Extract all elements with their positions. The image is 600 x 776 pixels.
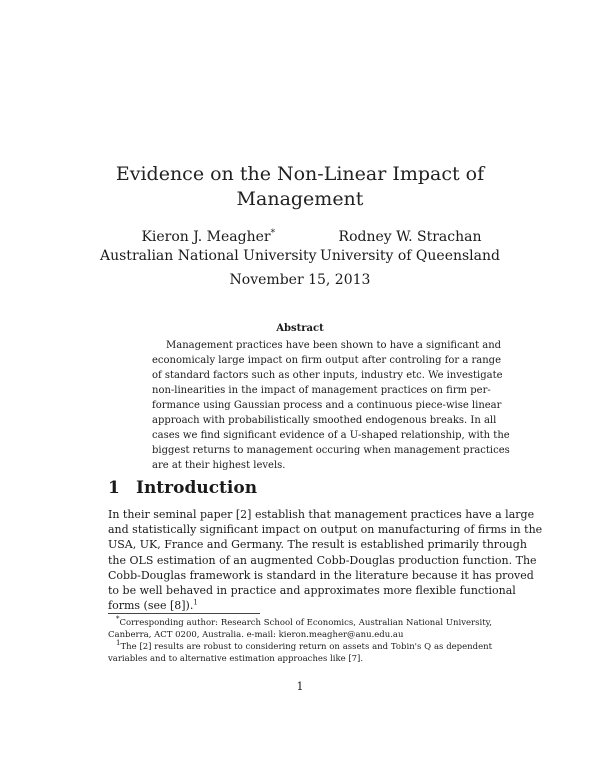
footnote-line: variables and to alternative estimation approaches like [7].: [108, 654, 364, 664]
body-line: In their seminal paper [2] establish that management practices have a large: [108, 508, 535, 521]
page-number: 1: [296, 680, 304, 693]
footnote-mark: *: [116, 615, 120, 624]
section-title: Introduction: [136, 478, 258, 498]
abstract-line: are at their highest levels.: [152, 460, 286, 471]
paper-date: November 15, 2013: [229, 272, 371, 288]
title-line: Evidence on the Non-Linear Impact of: [115, 163, 485, 185]
author: [320, 228, 500, 266]
body-line: and statistically significant impact on output on manufacturing of firms in the: [108, 523, 543, 537]
paper-title: [110, 162, 490, 212]
section-heading: [108, 478, 257, 498]
body-line: USA, UK, France and Germany. The result is established primarily through: [108, 538, 527, 552]
author-name: Rodney W. Strachan: [338, 229, 482, 245]
abstract-line: economicaly large impact on firm output after controling for a range: [152, 355, 501, 366]
body-paragraph: [108, 507, 543, 613]
abstract-heading: Abstract: [276, 323, 324, 334]
author-name: Kieron J. Meagher: [141, 229, 271, 245]
abstract-line: Management practices have been shown to have a significant and: [166, 340, 502, 351]
footnote-2: [108, 641, 492, 665]
body-line: Cobb-Douglas framework is standard in the literature because it has proved: [108, 568, 534, 582]
abstract-line: biggest returns to management occuring when management practices: [152, 445, 510, 456]
author-affiliation: Australian National University: [100, 248, 317, 264]
section-number: 1: [108, 478, 120, 498]
footnote-line: $^1$The [2] results are robust to considering return on assets and Tobin's Q as dependent: [116, 639, 492, 652]
footnote-ref: 1: [193, 598, 198, 607]
title-line: Management: [236, 188, 364, 210]
abstract-line: non-linearities in the impact of management practices on firm per-: [152, 385, 491, 396]
abstract-line: approach with probabilistically smoothed endogenous breaks. In all: [152, 415, 497, 426]
footnote-mark: 1: [116, 639, 121, 648]
footnote-rule: [108, 613, 260, 614]
footnote-1: [108, 617, 492, 641]
abstract-line: cases we find significant evidence of a U-shaped relationship, with the: [152, 430, 510, 441]
body-line-last: forms (see [8]).$^1$: [108, 598, 198, 613]
body-line: to be well behaved in practice and approximates more flexible functional: [108, 584, 516, 598]
author-footnote-mark: *: [270, 228, 276, 239]
author-block: [100, 228, 500, 266]
footnote-line: *Corresponding author: Research School of Economics, Australian National University,: [116, 615, 492, 628]
abstract-line: formance using Gaussian process and a continuous piece-wise linear: [152, 400, 502, 411]
author: [100, 228, 317, 266]
body-line: the OLS estimation of an augmented Cobb-Douglas production function. The: [108, 553, 537, 567]
footnote-line: Canberra, ACT 0200, Australia. e-mail: kieron.meagher@anu.edu.au: [108, 630, 404, 640]
abstract-body: [152, 338, 510, 473]
abstract-line: of standard factors such as other inputs, industry etc. We investigate: [152, 370, 503, 381]
author-affiliation: University of Queensland: [320, 248, 500, 264]
